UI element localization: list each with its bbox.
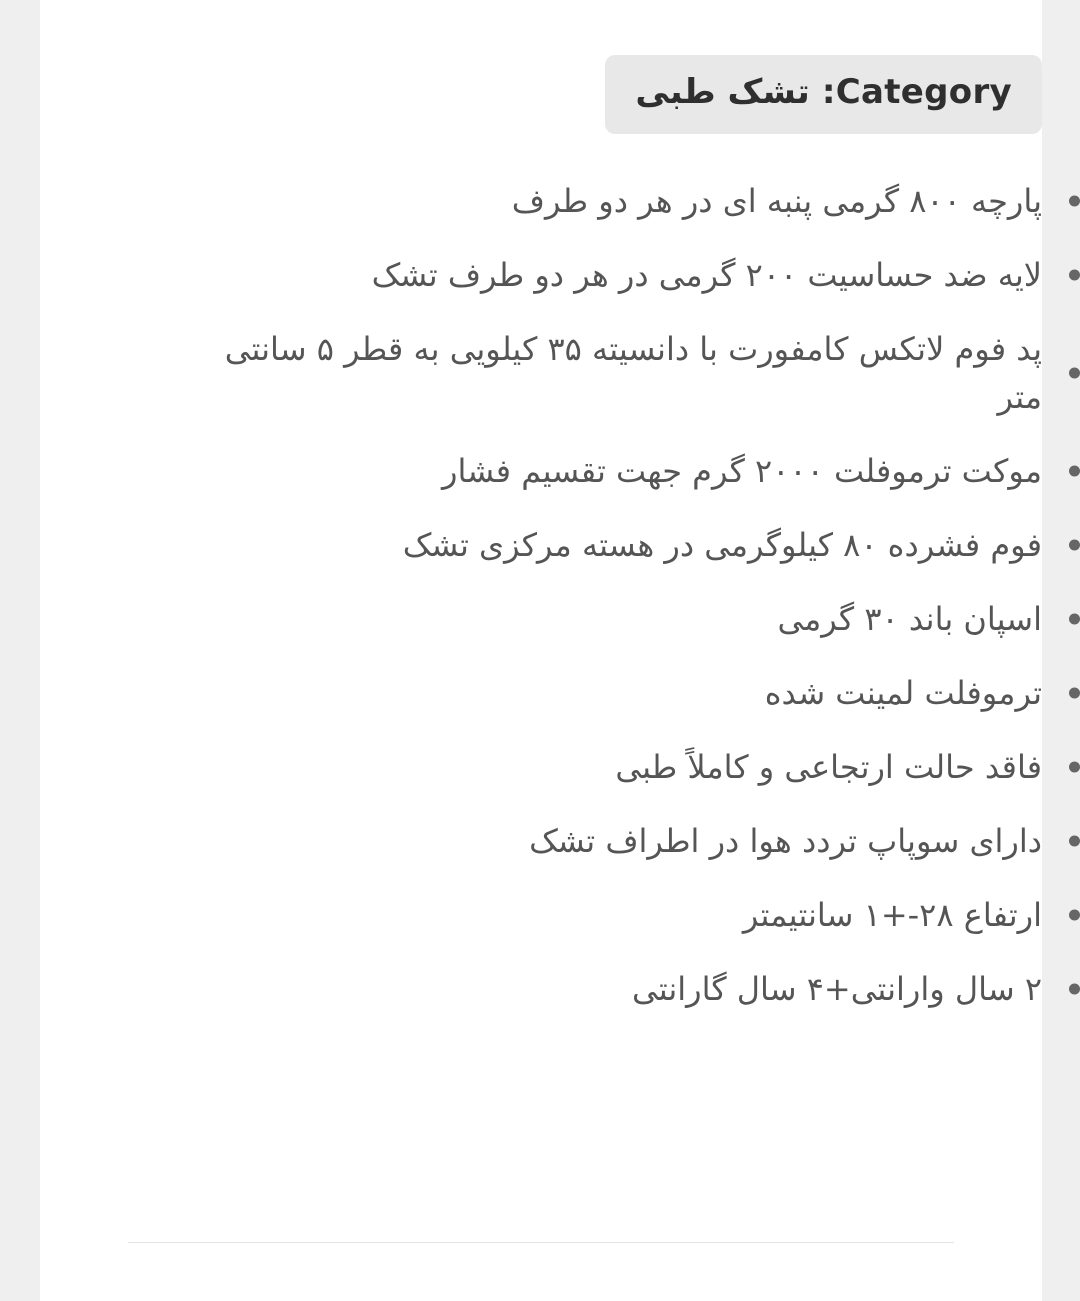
- bullet-icon: [1069, 688, 1080, 699]
- bullet-icon: [1069, 466, 1080, 477]
- list-item: [210, 164, 1042, 238]
- product-specification-block: [152, 0, 1042, 1026]
- section-divider: [128, 1242, 954, 1243]
- list-item-label: فاقد حالت ارتجاعی و کاملاً طبی: [615, 748, 1042, 787]
- list-item: [210, 730, 1042, 804]
- list-item: [210, 582, 1042, 656]
- bullet-icon: [1069, 196, 1080, 207]
- list-item-label: ارتفاع ۲۸-+۱ سانتیمتر: [742, 896, 1042, 935]
- list-item: [210, 804, 1042, 878]
- list-item: [210, 878, 1042, 952]
- bullet-icon: [1069, 762, 1080, 773]
- bullet-icon: [1069, 836, 1080, 847]
- list-item: [210, 508, 1042, 582]
- list-item: [210, 434, 1042, 508]
- list-item-label: پارچه ۸۰۰ گرمی پنبه ای در هر دو طرف: [511, 182, 1042, 221]
- list-item-label: دارای سوپاپ تردد هوا در اطراف تشک: [529, 822, 1042, 861]
- bullet-icon: [1069, 910, 1080, 921]
- list-item: [210, 312, 1042, 434]
- document-sheet: [40, 0, 1042, 1301]
- list-item: [210, 656, 1042, 730]
- list-item-label: ترموفلت لمینت شده: [764, 674, 1042, 713]
- list-item-label: لایه ضد حساسیت ۲۰۰ گرمی در هر دو طرف تشک: [371, 256, 1042, 295]
- bullet-icon: [1069, 614, 1080, 625]
- specification-list: [152, 164, 1042, 1026]
- list-item-label: ۲ سال وارانتی+۴ سال گارانتی: [632, 970, 1042, 1009]
- bullet-icon: [1069, 984, 1080, 995]
- list-item: [210, 952, 1042, 1026]
- list-item: [210, 238, 1042, 312]
- bullet-icon: [1069, 368, 1080, 379]
- category-row: [152, 55, 1042, 134]
- bullet-icon: [1069, 540, 1080, 551]
- list-item-label: موکت ترموفلت ۲۰۰۰ گرم جهت تقسیم فشار: [442, 452, 1042, 491]
- bullet-icon: [1069, 270, 1080, 281]
- list-item-label: اسپان باند ۳۰ گرمی: [777, 600, 1042, 639]
- list-item-label: فوم فشرده ۸۰ کیلوگرمی در هسته مرکزی تشک: [402, 526, 1042, 565]
- list-item-label: پد فوم لاتکس کامفورت با دانسیته ۳۵ کیلویی به قطر ۵ سانتی متر: [224, 330, 1042, 417]
- category-badge: Category: تشک طبی: [605, 55, 1042, 134]
